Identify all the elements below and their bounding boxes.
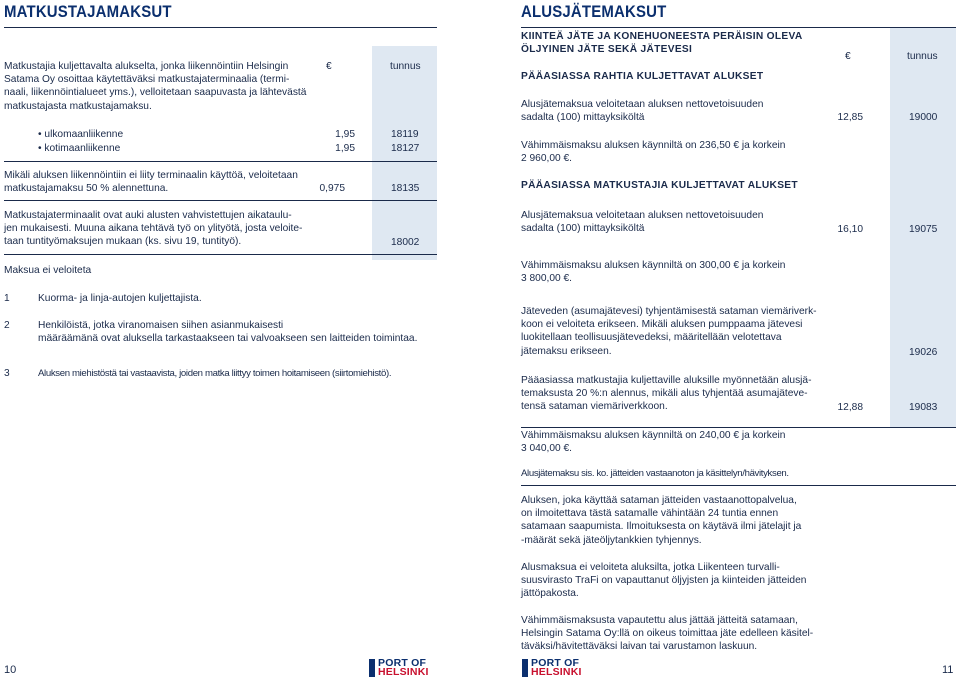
paragraph-line: Mikäli aluksen liikennöintiin ei liity terminaalin käyttöä, veloitetaan	[4, 170, 298, 181]
right-page-title: ALUSJÄTEMAKSUT	[521, 2, 667, 21]
logo-text	[531, 659, 582, 677]
paragraph-line: Pääasiassa matkustajia kuljettaville aluksille myönnetään alusjä-	[521, 375, 812, 386]
exempt-item-1: Kuorma- ja linja-autojen kuljettajista.	[38, 293, 202, 304]
paragraph-line: sadalta (100) mittayksiköltä	[521, 112, 645, 124]
exempt-number: 3	[4, 368, 10, 379]
exempt-item-3: Aluksen miehistöstä tai vastaavista, joiden matka liittyy toimen hoitamiseen (siirtomiehistö).	[38, 368, 392, 379]
row-label: kotimaanliikenne	[44, 143, 121, 154]
passenger-minimum-text	[521, 259, 785, 285]
intro-line: matkustajasta matkustajamaksu.	[4, 100, 152, 112]
paragraph-line: Vähimmäismaksu aluksen käynniltä on 236,50 € ja korkein	[521, 140, 786, 151]
intro-paragraph	[4, 60, 306, 113]
left-page-title: MATKUSTAJAMAKSUT	[4, 2, 172, 21]
paragraph-line: jättöpakosta.	[521, 588, 579, 600]
paragraph-line: on ilmoitettava tästä satamalle vähintään 24 tuntia ennen	[521, 508, 779, 520]
paragraph-line: jätemaksu erikseen.	[521, 345, 612, 357]
paragraph-line: 3 800,00 €.	[521, 273, 572, 285]
divider	[4, 254, 437, 255]
logo-bottom: HELSINKI	[531, 666, 582, 678]
cargo-price: 12,85	[837, 112, 863, 123]
exemption-paragraph	[521, 561, 806, 601]
paragraph-line: 2 960,00 €.	[521, 153, 572, 165]
divider	[4, 200, 437, 201]
paragraph-line: koon ei veloiteta erikseen. Mikäli aluksen pumppaama jätevesi	[521, 319, 803, 331]
paragraph-line: sadalta (100) mittayksiköltä	[521, 223, 645, 235]
paragraph-line: Henkilöistä, jotka viranomaisen siihen asianmukaisesti	[38, 320, 284, 331]
paragraph-line: jen mukaisesti. Muuna aikana tehtävä työ on ylityötä, josta veloite-	[4, 223, 303, 235]
paragraph-line: Vähimmäismaksusta vapautettu alus jättää jätteitä satamaan,	[521, 615, 798, 626]
passenger-heading: PÄÄASIASSA MATKUSTAJIA KULJETTAVAT ALUKSET	[521, 180, 798, 191]
logo-mark-icon	[369, 659, 375, 677]
row-ulkomaan-code: 18119	[391, 129, 419, 140]
sewage-code: 19026	[909, 347, 938, 358]
row-kotimaan-price: 1,95	[335, 143, 355, 154]
row-ulkomaan-label: • ulkomaanliikenne	[38, 129, 124, 140]
exempt-number: 1	[4, 293, 10, 304]
no-terminal-code: 18135	[391, 183, 420, 194]
passenger-fee-text	[521, 209, 763, 235]
cargo-code: 19000	[909, 112, 938, 123]
divider	[521, 485, 956, 486]
section-title	[521, 30, 803, 56]
no-terminal-price: 0,975	[319, 183, 345, 194]
notification-paragraph	[521, 494, 801, 547]
paragraph-line: määräämänä ovat aluksella tarkastaakseen tai valvoakseen sen laitteiden toimintaa.	[38, 333, 418, 345]
exempt-number: 2	[4, 320, 10, 331]
page-number-left: 10	[4, 664, 17, 676]
divider	[4, 161, 437, 162]
exempt-title: Maksua ei veloiteta	[4, 265, 92, 276]
passenger-code: 19075	[909, 224, 938, 235]
terminals-code: 18002	[391, 237, 420, 248]
paragraph-line: matkustajamaksu 50 % alennettuna.	[4, 183, 169, 195]
logo-top: PORT OF	[531, 657, 580, 669]
logo-text	[378, 659, 429, 677]
cargo-heading: PÄÄASIASSA RAHTIA KULJETTAVAT ALUKSET	[521, 71, 764, 82]
paragraph-line: täväksi/hävitettäväksi laivan tai varustamon laskuun.	[521, 641, 758, 653]
sewage-paragraph	[521, 305, 817, 358]
discount-code: 19083	[909, 402, 938, 413]
intro-line: naali, liikennöintialueet yms.), velloitetaan saapuvasta ja lähtevästä	[4, 87, 307, 99]
paragraph-line: Matkustajaterminaalit ovat auki alusten vahvistettujen aikataulu-	[4, 210, 292, 221]
row-label: ulkomaanliikenne	[44, 129, 124, 140]
paragraph-line: Helsingin Satama Oy:llä on oikeus toimittaa jäte edelleen käsitel-	[521, 628, 814, 640]
left-title-rule	[4, 27, 437, 28]
paragraph-line: taan tuntityömaksujen mukaan (ks. sivu 19, tuntityö).	[4, 236, 242, 248]
row-kotimaan-label: • kotimaanliikenne	[38, 143, 121, 154]
paragraph-line: -määrät sekä jäteöljytankkien tyhjennys.	[521, 534, 702, 546]
includes-note: Alusjätemaksu sis. ko. jätteiden vastaanoton ja käsittelyn/hävityksen.	[521, 468, 789, 479]
discount-minimum-text	[521, 429, 785, 455]
port-of-helsinki-logo	[522, 659, 582, 677]
paragraph-line: Jäteveden (asumajätevesi) tyhjentämisestä sataman viemäriverk-	[521, 306, 817, 317]
discount-paragraph	[521, 374, 812, 414]
cargo-minimum-text	[521, 139, 785, 165]
code-header: tunnus	[390, 61, 421, 72]
row-ulkomaan-price: 1,95	[335, 129, 355, 140]
currency-header: €	[845, 51, 851, 62]
paragraph-line: Vähimmäismaksu aluksen käynniltä on 300,00 € ja korkein	[521, 260, 786, 271]
paragraph-line: Vähimmäismaksu aluksen käynniltä on 240,00 € ja korkein	[521, 430, 786, 441]
no-terminal-paragraph	[4, 169, 298, 195]
divider	[521, 427, 956, 428]
paragraph-line: luokitellaan teollisuusjätevedeksi, määritellään velotettava	[521, 332, 782, 344]
paragraph-line: Alusmaksua ei veloiteta aluksilta, jotka Liikenteen turvalli-	[521, 562, 780, 573]
logo-mark-icon	[522, 659, 528, 677]
forwarding-paragraph	[521, 614, 813, 654]
passenger-price: 16,10	[837, 224, 863, 235]
paragraph-line: suusvirasto TraFi on vapauttanut öljyjsten ja kiinteiden jätteiden	[521, 575, 807, 587]
paragraph-line: satamaan saapumista. Ilmoituksesta on käytävä ilmi jätelajit ja	[521, 521, 802, 533]
exempt-item-2	[38, 319, 417, 345]
discount-price: 12,88	[837, 402, 863, 413]
section-title-line: KIINTEÄ JÄTE JA KONEHUONEESTA PERÄISIN OLEVA	[521, 31, 803, 42]
logo-bottom: HELSINKI	[378, 666, 429, 678]
row-kotimaan-code: 18127	[391, 143, 420, 154]
page-number-right: 11	[942, 664, 954, 676]
paragraph-line: Aluksen, joka käyttää sataman jätteiden vastaanottopalvelua,	[521, 495, 797, 506]
currency-header: €	[326, 61, 332, 72]
intro-line: Satama Oy osoittaa käytettäväksi matkustajaterminaalia (termi-	[4, 74, 290, 86]
paragraph-line: 3 040,00 €.	[521, 443, 572, 455]
paragraph-line: temaksusta 20 %:n alennus, mikäli alus tyhjentää asumajäteve-	[521, 388, 808, 400]
port-of-helsinki-logo	[369, 659, 429, 677]
terminals-paragraph	[4, 209, 302, 249]
intro-line: Matkustajia kuljettavalta alukselta, jonka liikennöintiin Helsingin	[4, 61, 289, 72]
cargo-fee-text	[521, 98, 763, 124]
section-title-line: ÖLJYINEN JÄTE SEKÄ JÄTEVESI	[521, 44, 693, 56]
logo-top: PORT OF	[378, 657, 427, 669]
code-header: tunnus	[907, 51, 938, 62]
paragraph-line: Alusjätemaksua veloitetaan aluksen nettovetoisuuden	[521, 99, 764, 110]
paragraph-line: tensä sataman viemäriverkkoon.	[521, 401, 668, 413]
paragraph-line: Alusjätemaksua veloitetaan aluksen nettovetoisuuden	[521, 210, 764, 221]
